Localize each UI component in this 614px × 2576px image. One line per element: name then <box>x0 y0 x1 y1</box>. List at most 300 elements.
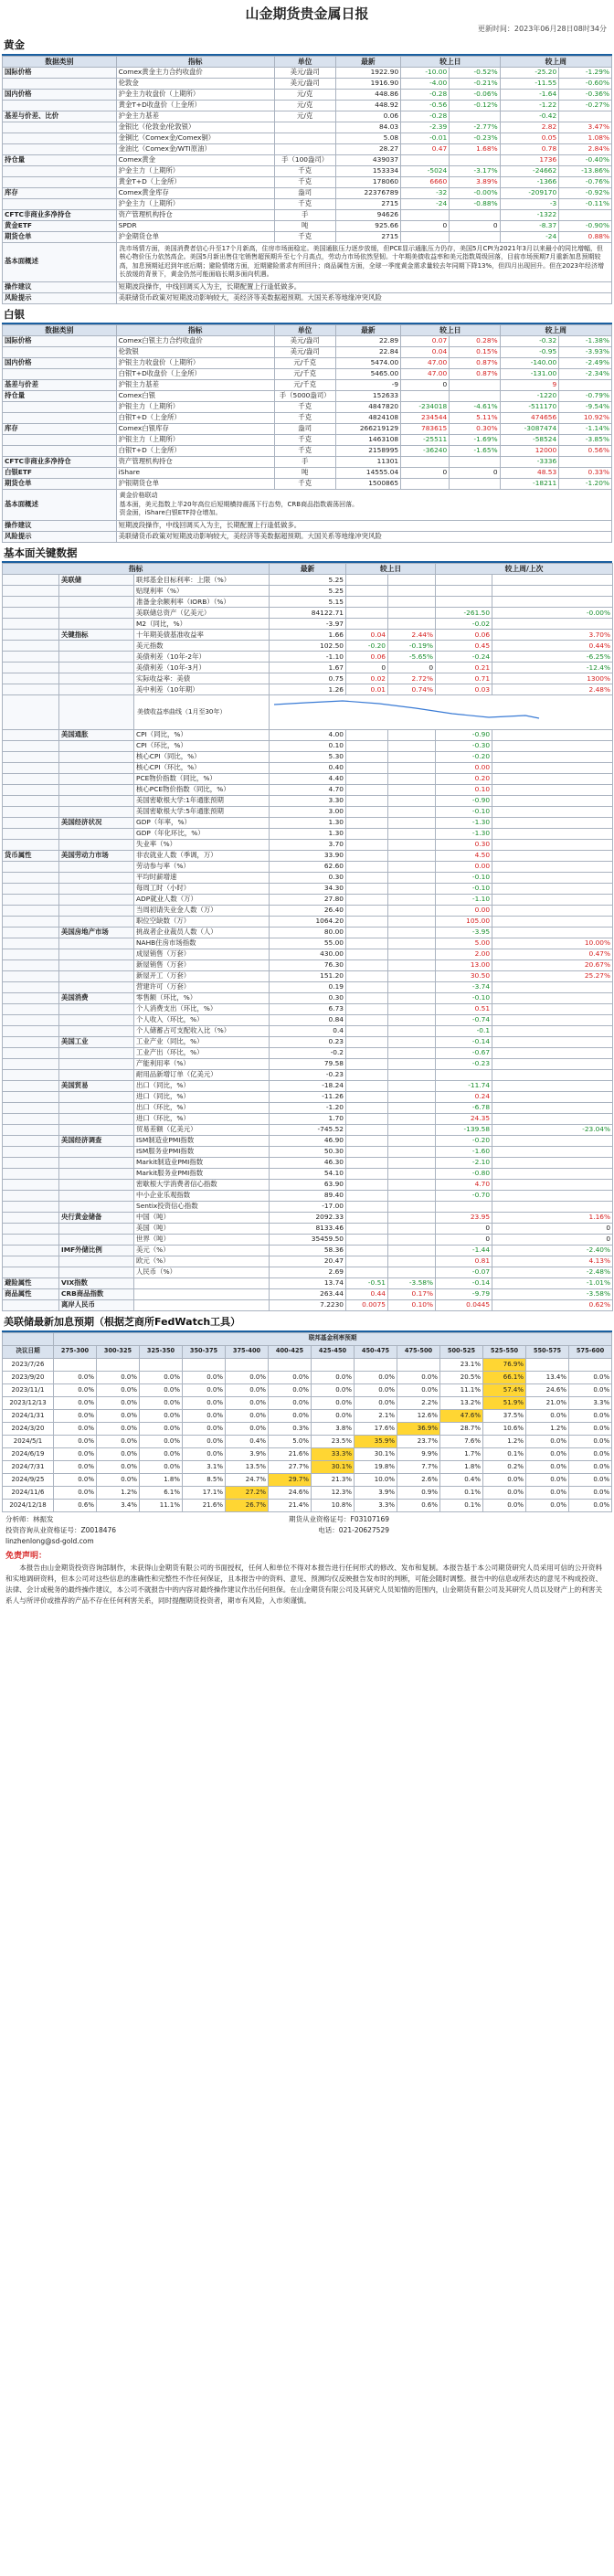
fed-probability: 0.0% <box>269 1396 312 1409</box>
gold-day-change: -0.01 <box>401 133 450 143</box>
fund-attr <box>3 1125 59 1136</box>
fund-week-change: -0.10 <box>436 993 492 1004</box>
fund-day-change <box>346 1125 388 1136</box>
gold-latest: 448.92 <box>335 100 401 111</box>
fund-latest: 20.47 <box>270 1256 346 1267</box>
fund-week-pct <box>492 917 613 928</box>
fed-probability <box>526 1358 569 1371</box>
fed-probability: 0.0% <box>97 1383 140 1396</box>
gold-row <box>3 165 612 176</box>
gold-day-change: -4.00 <box>401 78 450 89</box>
fed-probability: 0.0% <box>569 1435 612 1447</box>
silver-day-change: 0.07 <box>401 336 450 347</box>
fund-day-pct <box>388 1048 436 1059</box>
gold-basic-row <box>3 242 612 281</box>
fund-indicator: 美元指数 <box>134 641 270 652</box>
gold-latest: 2715 <box>335 231 401 242</box>
fund-group <box>59 829 134 840</box>
fed-probability: 3.1% <box>183 1460 226 1473</box>
fed-date: 2024/12/18 <box>3 1499 54 1511</box>
gold-indicator: Comex黄金库存 <box>116 187 274 198</box>
silver-unit: 元/千克 <box>274 369 335 380</box>
fund-group <box>59 785 134 796</box>
fund-latest: 3.70 <box>270 840 346 851</box>
fund-attr <box>3 982 59 993</box>
gold-week-pct: -0.90% <box>559 220 612 231</box>
fed-probability <box>397 1358 440 1371</box>
fund-row <box>3 1026 613 1037</box>
fund-latest: 5.30 <box>270 752 346 763</box>
silver-latest: 14555.04 <box>335 468 401 479</box>
fund-row <box>3 1015 613 1026</box>
fund-indicator: 成屋销售（万套） <box>134 949 270 960</box>
fund-day-pct <box>388 752 436 763</box>
silver-latest: -9 <box>335 380 401 391</box>
fund-attr <box>3 1213 59 1224</box>
fed-probability: 0.6% <box>397 1499 440 1511</box>
silver-indicator: 沪银主力基差 <box>116 380 274 391</box>
fund-latest: 2092.33 <box>270 1213 346 1224</box>
fund-row <box>3 1125 613 1136</box>
fund-latest: 1.30 <box>270 818 346 829</box>
yield-curve-line <box>270 695 544 726</box>
update-time: 更新时间：2023年06月28日08时34分 <box>477 25 607 33</box>
fund-latest: 1.30 <box>270 829 346 840</box>
disclaimer-text: 本报告由山金期货投资咨询部制作，未获得山金期货有限公司的书面授权，任何人和单位不得对本报告进行任何形式的修改、发布和复制。本报告基于本公司期货研究人员采用可信的公开资料和实地调研资料，但本公司对这些信息的准确性和完整性不作任何保证，且本报告中的资料、意见、预测均仅反映报告发布时的判断，可能会随时调整。报告中的信息或所表达的意见不构成投资、法律、会计或税务的最终操作建议，本公司不就报告中的内容对最终操作建议作出任何担保。在山金期货有限公司及其研究人员知情的范围内，山金期货有限公司及其研究人员以及财产上的利害关系人与所评价或推荐的产品不存在任何利害关系，同时提醒期货投资者，期市有风险，入市须谨慎。 <box>5 1564 603 1605</box>
silver-basic-row <box>3 490 612 520</box>
gold-category: CFTC非商业多净持仓 <box>3 209 117 220</box>
fund-group: 美国经济调查 <box>59 1136 134 1147</box>
silver-week-pct: -3.85% <box>559 435 612 446</box>
fund-attr <box>3 597 59 608</box>
fund-day-change <box>346 906 388 917</box>
fed-probability: 0.0% <box>569 1422 612 1435</box>
col-indicator: 指标 <box>116 56 274 67</box>
fund-col-latest: 最新 <box>270 564 346 575</box>
fed-probability: 0.0% <box>483 1486 526 1499</box>
gold-latest: 439037 <box>335 154 401 165</box>
fund-day-change <box>346 1070 388 1081</box>
fund-week-change: -0.20 <box>436 1136 492 1147</box>
silver-header-row <box>3 325 612 336</box>
fed-probability: 17.1% <box>183 1486 226 1499</box>
gold-week-pct: 3.47% <box>559 122 612 133</box>
fund-week-change: 0.45 <box>436 641 492 652</box>
fund-day-pct <box>388 608 436 619</box>
fund-day-pct <box>388 960 436 971</box>
fund-week-pct: 1.16% <box>492 1213 613 1224</box>
fund-attr <box>3 928 59 938</box>
gold-latest: 28.27 <box>335 143 401 154</box>
fund-day-pct <box>388 938 436 949</box>
silver-week-change: -1220 <box>500 391 559 402</box>
fund-group <box>59 695 134 730</box>
silver-latest: 2158995 <box>335 446 401 457</box>
gold-day-pct <box>450 111 500 122</box>
fund-attr <box>3 586 59 597</box>
fund-day-pct <box>388 1191 436 1202</box>
fed-date: 2023/9/20 <box>3 1371 54 1383</box>
gold-week-change: -8.37 <box>500 220 559 231</box>
fund-day-change <box>346 608 388 619</box>
fund-indicator: NAHB住房市场指数 <box>134 938 270 949</box>
fund-indicator: 新屋销售（万套） <box>134 960 270 971</box>
fund-indicator: 产能利用率（%） <box>134 1059 270 1070</box>
fund-day-pct <box>388 1070 436 1081</box>
fund-day-change <box>346 1081 388 1092</box>
gold-day-change: 6660 <box>401 176 450 187</box>
fund-group <box>59 1256 134 1267</box>
gold-row <box>3 89 612 100</box>
fund-day-change <box>346 1246 388 1256</box>
fund-week-pct <box>492 1169 613 1180</box>
fund-week-pct <box>492 884 613 895</box>
fund-attr <box>3 763 59 774</box>
fund-week-pct <box>492 796 613 807</box>
phone: 电话：021-20627529 <box>318 1525 389 1534</box>
fund-row <box>3 1147 613 1158</box>
fed-col-header: 375-400 <box>226 1345 269 1358</box>
silver-week-change: 48.53 <box>500 468 559 479</box>
fed-col-header: 400-425 <box>269 1345 312 1358</box>
fund-day-pct <box>388 1147 436 1158</box>
fund-row <box>3 652 613 663</box>
fed-probability: 27.7% <box>269 1460 312 1473</box>
silver-unit: 盎司 <box>274 424 335 435</box>
silver-indicator: 资产管理机构持仓 <box>116 457 274 468</box>
silver-row <box>3 424 612 435</box>
gold-day-change: -2.39 <box>401 122 450 133</box>
fund-day-pct <box>388 928 436 938</box>
fed-probability: 0.0% <box>397 1383 440 1396</box>
silver-week-pct: -1.38% <box>559 336 612 347</box>
fund-attr <box>3 1267 59 1278</box>
fund-week-change: -0.07 <box>436 1267 492 1278</box>
fund-group <box>59 884 134 895</box>
silver-row <box>3 435 612 446</box>
silver-category: 库存 <box>3 424 117 435</box>
gold-unit: 手（100盎司） <box>274 154 335 165</box>
fund-day-change <box>346 1256 388 1267</box>
col-unit: 单位 <box>274 56 335 67</box>
fed-probability: 0.0% <box>183 1371 226 1383</box>
fund-attr <box>3 1158 59 1169</box>
fund-week-pct <box>492 1037 613 1048</box>
gold-day-pct: -0.06% <box>450 89 500 100</box>
fund-latest: 62.60 <box>270 862 346 873</box>
fed-probability: 2.2% <box>397 1396 440 1409</box>
silver-category: 持仓量 <box>3 391 117 402</box>
silver-day-pct: 5.11% <box>450 413 500 424</box>
col-vs-prev-day: 较上日 <box>401 325 500 336</box>
fund-group <box>59 641 134 652</box>
gold-day-change: 0.47 <box>401 143 450 154</box>
fund-day-change <box>346 960 388 971</box>
silver-day-pct: 0 <box>450 468 500 479</box>
fed-probability: 0.0% <box>355 1371 397 1383</box>
consult-cert: 投资咨询从业资格证号：Z0018476 <box>5 1525 117 1534</box>
fund-indicator: 职位空缺数（万） <box>134 917 270 928</box>
silver-day-change: -25511 <box>401 435 450 446</box>
fund-attr: 避险属性 <box>3 1278 59 1289</box>
fund-attr <box>3 1300 59 1311</box>
fund-group <box>59 608 134 619</box>
fund-row <box>3 1278 613 1289</box>
gold-latest: 5.08 <box>335 133 401 143</box>
fund-latest: 2.69 <box>270 1267 346 1278</box>
fund-day-change <box>346 575 388 586</box>
fed-row <box>3 1447 612 1460</box>
fed-probability: 0.0% <box>526 1409 569 1422</box>
fund-row <box>3 796 613 807</box>
fed-probability: 35.9% <box>355 1435 397 1447</box>
fed-table <box>2 1332 612 1512</box>
fed-probability <box>269 1358 312 1371</box>
silver-week-pct: -9.54% <box>559 402 612 413</box>
fed-probability: 1.2% <box>483 1435 526 1447</box>
gold-day-change <box>401 209 450 220</box>
fund-indicator: M2（同比，%） <box>134 619 270 630</box>
fund-attr <box>3 741 59 752</box>
fund-group <box>59 895 134 906</box>
fund-header-row <box>3 564 613 575</box>
gold-unit: 千克 <box>274 165 335 176</box>
fund-day-pct: 0 <box>388 663 436 673</box>
fed-probability: 30.1% <box>355 1447 397 1460</box>
email-link[interactable]: linzhenlong@sd-gold.com <box>5 1536 94 1545</box>
gold-op-text: 短期波段操作，中线回调买入为主，长期配置上行逢低做多。 <box>116 281 611 292</box>
fund-indicator: 贸易差额（亿美元） <box>134 1125 270 1136</box>
gold-latest: 94626 <box>335 209 401 220</box>
fed-probability: 24.6% <box>269 1486 312 1499</box>
gold-day-pct: -2.77% <box>450 122 500 133</box>
fund-day-change <box>346 818 388 829</box>
fed-probability <box>140 1358 183 1371</box>
fund-week-change <box>436 1070 492 1081</box>
fund-indicator: CPI（同比，%） <box>134 730 270 741</box>
silver-week-pct <box>559 457 612 468</box>
fund-attr <box>3 1136 59 1147</box>
fund-indicator: 核心PCE物价指数（同比，%） <box>134 785 270 796</box>
fed-probability: 0.0% <box>569 1447 612 1460</box>
fund-attr <box>3 829 59 840</box>
fund-indicator: 劳动参与率（%） <box>134 862 270 873</box>
gold-indicator: 金油比（Comex金/WTI原油） <box>116 143 274 154</box>
fund-latest: -18.24 <box>270 1081 346 1092</box>
gold-indicator: 沪金主力收盘价（上期所） <box>116 89 274 100</box>
silver-week-change: -0.32 <box>500 336 559 347</box>
fund-day-change: 0.02 <box>346 673 388 684</box>
fund-indicator: 失业率（%） <box>134 840 270 851</box>
fund-attr <box>3 949 59 960</box>
fund-week-change: -6.78 <box>436 1103 492 1114</box>
fund-latest: -0.2 <box>270 1048 346 1059</box>
fed-probability: 3.4% <box>97 1499 140 1511</box>
fund-group <box>59 752 134 763</box>
silver-unit: 千克 <box>274 479 335 490</box>
fed-probability <box>226 1358 269 1371</box>
gold-unit: 元/克 <box>274 111 335 122</box>
fed-probability: 0.0% <box>140 1409 183 1422</box>
fund-latest: 0.10 <box>270 741 346 752</box>
fed-probability: 11.1% <box>440 1383 483 1396</box>
fund-latest: 0.23 <box>270 1037 346 1048</box>
fund-day-change <box>346 971 388 982</box>
fed-probability: 0.0% <box>54 1383 97 1396</box>
fed-probability: 13.4% <box>526 1371 569 1383</box>
gold-day-pct: 0 <box>450 220 500 231</box>
fund-week-pct: 25.27% <box>492 971 613 982</box>
fund-indicator: 人民币（%） <box>134 1267 270 1278</box>
fund-week-change: -0.24 <box>436 652 492 663</box>
fund-day-pct <box>388 1180 436 1191</box>
fed-probability: 66.1% <box>483 1371 526 1383</box>
gold-indicator: 黄金T+D收盘价（上金所） <box>116 100 274 111</box>
fund-week-pct: 0.44% <box>492 641 613 652</box>
silver-indicator: Comex白银库存 <box>116 424 274 435</box>
fund-latest: 151.20 <box>270 971 346 982</box>
fund-attr <box>3 663 59 673</box>
fund-week-change: 0.03 <box>436 684 492 695</box>
gold-category: 国内价格 <box>3 89 117 100</box>
gold-day-pct: -0.21% <box>450 78 500 89</box>
fund-week-pct: 3.70% <box>492 630 613 641</box>
fund-indicator: 营建许可（万套） <box>134 982 270 993</box>
fund-day-pct <box>388 818 436 829</box>
fund-latest: 7.2230 <box>270 1300 346 1311</box>
fund-row <box>3 1224 613 1235</box>
fed-probability: 0.4% <box>226 1435 269 1447</box>
fund-week-pct <box>492 1026 613 1037</box>
fund-attr <box>3 1235 59 1246</box>
fund-day-pct <box>388 1267 436 1278</box>
fund-row <box>3 730 613 741</box>
silver-week-pct: 0.56% <box>559 446 612 457</box>
gold-week-pct: -0.92% <box>559 187 612 198</box>
gold-category: 国际价格 <box>3 67 117 78</box>
fund-indicator: Markit制造业PMI指数 <box>134 1158 270 1169</box>
fund-week-change: -0.90 <box>436 796 492 807</box>
fund-latest: 79.58 <box>270 1059 346 1070</box>
fund-group: VIX指数 <box>59 1278 134 1289</box>
fed-probability: 0.0% <box>140 1371 183 1383</box>
fed-probability: 0.0% <box>54 1371 97 1383</box>
gold-latest: 84.03 <box>335 122 401 133</box>
fund-day-pct <box>388 807 436 818</box>
fed-probability: 0.0% <box>526 1460 569 1473</box>
fund-week-change <box>436 586 492 597</box>
fund-week-change: 0.10 <box>436 785 492 796</box>
fund-week-pct <box>492 1004 613 1015</box>
silver-day-change: 47.00 <box>401 369 450 380</box>
fed-probability: 10.8% <box>312 1499 355 1511</box>
gold-day-pct: -0.23% <box>450 133 500 143</box>
fed-date: 2023/12/13 <box>3 1396 54 1409</box>
fed-probability: 0.0% <box>569 1409 612 1422</box>
fund-week-pct <box>492 1180 613 1191</box>
fed-probability <box>183 1358 226 1371</box>
silver-row <box>3 457 612 468</box>
fed-col-header: 550-575 <box>526 1345 569 1358</box>
fund-attr <box>3 873 59 884</box>
fund-attr <box>3 1103 59 1114</box>
silver-risk-row <box>3 531 612 542</box>
fed-probability: 28.7% <box>440 1422 483 1435</box>
fund-day-change <box>346 873 388 884</box>
fund-day-change <box>346 1180 388 1191</box>
fund-group <box>59 663 134 673</box>
fed-probability: 23.1% <box>440 1358 483 1371</box>
fund-attr <box>3 1191 59 1202</box>
fed-col-header: 300-325 <box>97 1345 140 1358</box>
fund-day-change <box>346 1136 388 1147</box>
fed-probability: 0.0% <box>226 1422 269 1435</box>
gold-week-pct: -0.11% <box>559 198 612 209</box>
fund-week-change: -0.14 <box>436 1037 492 1048</box>
fund-week-change: 0.21 <box>436 663 492 673</box>
fund-row <box>3 1037 613 1048</box>
gold-basic-label: 基本面概述 <box>3 242 117 281</box>
fund-attr <box>3 1059 59 1070</box>
fund-row <box>3 917 613 928</box>
fund-day-change: 0.0075 <box>346 1300 388 1311</box>
fund-day-change <box>346 938 388 949</box>
gold-week-change: 2.82 <box>500 122 559 133</box>
fund-week-pct <box>492 829 613 840</box>
fund-week-pct <box>492 1081 613 1092</box>
fund-attr <box>3 960 59 971</box>
fund-attr <box>3 630 59 641</box>
fed-probability: 0.0% <box>397 1371 440 1383</box>
gold-week-change: -0.42 <box>500 111 559 122</box>
fund-row <box>3 1059 613 1070</box>
fed-probability: 29.7% <box>269 1473 312 1486</box>
fed-probability: 0.0% <box>97 1396 140 1409</box>
silver-week-change: -511170 <box>500 402 559 413</box>
silver-basic-line: 黄金价格联动 <box>119 492 158 500</box>
silver-latest: 1500865 <box>335 479 401 490</box>
fed-probability: 2.6% <box>397 1473 440 1486</box>
fund-attr <box>3 1180 59 1191</box>
gold-latest: 2715 <box>335 198 401 209</box>
fund-week-change: -139.58 <box>436 1125 492 1136</box>
fund-latest: 3.30 <box>270 796 346 807</box>
fund-latest: 3.00 <box>270 807 346 818</box>
fed-probability: 0.0% <box>183 1447 226 1460</box>
fund-row <box>3 575 613 586</box>
fund-week-pct <box>492 597 613 608</box>
fed-probability: 33.3% <box>312 1447 355 1460</box>
fed-probability: 11.1% <box>140 1499 183 1511</box>
fund-day-pct: 0.74% <box>388 684 436 695</box>
fund-day-change <box>346 840 388 851</box>
fund-latest: -0.23 <box>270 1070 346 1081</box>
fund-indicator: 个人收入（环比，%） <box>134 1015 270 1026</box>
fund-row <box>3 1267 613 1278</box>
silver-row <box>3 336 612 347</box>
fund-row <box>3 818 613 829</box>
fed-subheader-row <box>3 1332 612 1345</box>
fund-latest: 76.30 <box>270 960 346 971</box>
fund-day-change <box>346 807 388 818</box>
fund-group <box>59 840 134 851</box>
fund-week-pct: 0 <box>492 1224 613 1235</box>
silver-unit: 美元/盎司 <box>274 347 335 358</box>
gold-day-change <box>401 231 450 242</box>
fund-day-change <box>346 884 388 895</box>
fund-week-pct <box>492 1048 613 1059</box>
fed-probability: 0.4% <box>440 1473 483 1486</box>
